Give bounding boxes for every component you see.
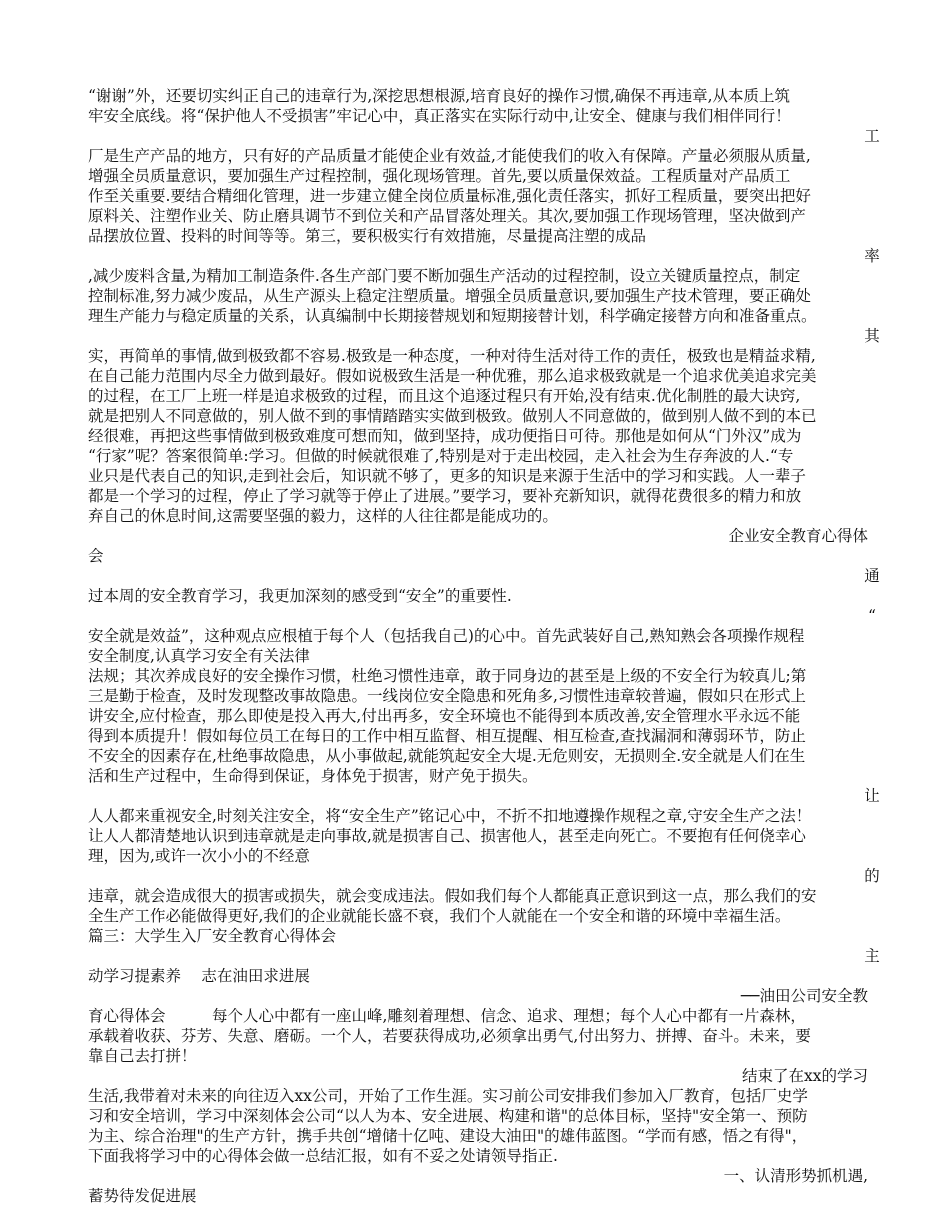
text-line: 育心得体会 每个人心中都有一座山峰,雕刻着理想、信念、追求、理想；每个人心中都有一片森林， [88, 1007, 806, 1025]
text-line: 牢安全底线。将“保护他人不受损害”牢记心中，真正落实在实际行动中,让安全、健康与我们相伴同行！ [88, 107, 791, 125]
text-line: 会 [88, 547, 104, 565]
text-line: 承载着收获、芬芳、失意、磨砺。一个人，若要获得成功,必须拿出勇气,付出努力、拼搏、奋斗。未来，要 [88, 1027, 811, 1045]
text-line: 品摆放位置、投料的时间等等。第三，要积极实行有效措施，尽量提高注塑的成品 [88, 227, 647, 245]
margin-char: 工 [864, 127, 880, 145]
text-line: 不安全的因素存在,杜绝事故隐患，从小事做起,就能筑起安全大堤.无危则安，无损则全.安全就是人们在生 [88, 747, 806, 765]
text-line: ,减少废料含量,为精加工制造条件.各生产部门要不断加强生产活动的过程控制，设立关键质量控点，制定 [88, 267, 801, 285]
text-line: 习和安全培训，学习中深刻体会公司“以人为本、安全进展、构建和谐"的总体目标，坚持"安全第一、预防 [88, 1107, 808, 1125]
text-line: 控制标准,努力减少废品，从生产源头上稳定注塑质量。增强全员质量意识,要加强生产技术管理，要正确处 [88, 287, 811, 305]
text-line: 经很难，再把这些事情做到极致难度可想而知，做到坚持，成功便指日可待。那他是如何从“门外汉”成为 [88, 427, 802, 445]
margin-char: 主 [864, 947, 880, 965]
text-line: 靠自己去打拼！ [88, 1047, 197, 1065]
margin-char: 率 [864, 247, 880, 265]
margin-char: “ [868, 607, 876, 625]
right-aligned-line: 一、认清形势抓机遇, [723, 1167, 868, 1185]
text-line: 让人人都清楚地认识到违章就是走向事故,就是损害自己、损害他人，甚至走向死亡。不要抱有任何侥幸心 [88, 827, 806, 845]
text-line: 安全制度,认真学习安全有关法律 [88, 647, 310, 665]
right-aligned-line: 结束了在xx的学习 [742, 1067, 868, 1085]
margin-char: 让 [864, 787, 880, 805]
section-heading: 篇三：大学生入厂安全教育心得体会 [88, 927, 337, 945]
text-line: 厂是生产产品的地方，只有好的产品质量才能使企业有效益,才能使我们的收入有保障。产量必须服从质量, [88, 147, 811, 165]
text-line: 就是把别人不同意做的，别人做不到的事情踏踏实实做到极致。做别人不同意做的，做到别人做不到的本已 [88, 407, 817, 425]
text-line: 下面我将学习中的心得体会做一总结汇报，如有不妥之处请领导指正. [88, 1147, 558, 1165]
right-aligned-line: 企业安全教育心得体 [728, 527, 868, 545]
margin-char: 通 [864, 567, 880, 585]
text-line: 的过程，在工厂上班一样是追求极致的过程，而且这个追逐过程只有开始,没有结束.优化制胜的最大诀窍, [88, 387, 801, 405]
text-line: 人人都来重视安全,时刻关注安全，将“安全生产”铭记心中，不折不扣地遵操作规程之章,守安全生产之法！ [88, 807, 812, 825]
text-line: 蓄势待发促进展 [88, 1187, 197, 1205]
text-line: 在自己能力范围内尽全力做到最好。假如说极致生活是一种优雅，那么追求极致就是一个追求优美追求完美 [88, 367, 817, 385]
text-line: 动学习提素养 志在油田求进展 [88, 967, 310, 985]
text-line: 理，因为,或许一次小小的不经意 [88, 847, 310, 865]
text-line: 法规；其次养成良好的安全操作习惯，杜绝习惯性违章，敢于同身边的甚至是上级的不安全行为较真儿;第 [88, 667, 807, 685]
text-line: 增强全员质量意识，要加强生产过程控制，强化现场管理。首先,要以质量保效益。工程质量对产品质工 [88, 167, 791, 185]
text-line: 三是勤于检查，及时发现整改事故隐患。一线岗位安全隐患和死角多,习惯性违章较普遍，假如只在形式上 [88, 687, 806, 705]
text-line: 都是一个学习的过程，停止了学习就等于停止了进展。”要学习，要补充新知识，就得花费很多的精力和放 [88, 487, 802, 505]
margin-char: 其 [864, 327, 880, 345]
text-line: 作至关重要.要结合精细化管理，进一步建立健全岗位质量标准,强化责任落实，抓好工程质量，要突出把好 [88, 187, 811, 205]
text-line: 安全就是效益”，这种观点应根植于每个人（包括我自己)的心中。首先武装好自己,熟知熟会各项操作规程 [88, 627, 805, 645]
text-line: 业只是代表自己的知识,走到社会后，知识就不够了，更多的知识是来源于生活中的学习和实践。人一辈子 [88, 467, 806, 485]
text-line: 为主、综合治理"的生产方针，携手共创“增储十亿吨、建设大油田"的雄伟蓝图。“学而有感，悟之有得"， [88, 1127, 808, 1145]
text-line: “谢谢”外，还要切实纠正自己的违章行为,深挖思想根源,培育良好的操作习惯,确保不再违章,从本质上筑 [88, 87, 791, 105]
text-line: 理生产能力与稳定质量的关系，认真编制中长期接替规划和短期接替计划，科学确定接替方向和准备重点。 [88, 307, 817, 325]
text-line: 生活,我带着对未来的向往迈入xx公司，开始了工作生涯。实习前公司安排我们参加入厂教育，包括厂史学 [88, 1087, 808, 1105]
text-line: 实，再简单的事情,做到极致都不容易.极致是一种态度，一种对待生活对待工作的责任，极致也是精益求精, [88, 347, 816, 365]
text-line: 弃自己的休息时间,这需要坚强的毅力，这样的人往往都是能成功的。 [88, 507, 558, 525]
text-line: 过本周的安全教育学习，我更加深刻的感受到“安全”的重要性. [88, 587, 512, 605]
text-line: 讲安全,应付检查，那么即使是投入再大,付出再多，安全环境也不能得到本质改善,安全管理水平永远不能 [88, 707, 801, 725]
text-line: 活和生产过程中，生命得到保证，身体免于损害，财产免于损失。 [88, 767, 538, 785]
text-line: 全生产工作必能做得更好,我们的企业就能长盛不衰，我们个人就能在一个安全和谐的环境中幸福生活。 [88, 907, 791, 925]
right-aligned-line: ──油田公司安全教 [740, 987, 868, 1005]
text-line: 违章，就会造成很大的损害或损失，就会变成违法。假如我们每个人都能真正意识到这一点，那么我们的安 [88, 887, 817, 905]
text-line: 原料关、注塑作业关、防止磨具调节不到位关和产品冒落处理关。其次,要加强工作现场管理，坚决做到产 [88, 207, 806, 225]
margin-char: 的 [864, 867, 880, 885]
text-line: “行家”呢？答案很简单:学习。但做的时候就很难了,特别是对于走出校园，走入社会为生存奔波的人.“专 [88, 447, 794, 465]
text-line: 得到本质提升！假如每位员工在每日的工作中相互监督、相互提醒、相互检查,查找漏洞和薄弱环节，防止 [88, 727, 806, 745]
